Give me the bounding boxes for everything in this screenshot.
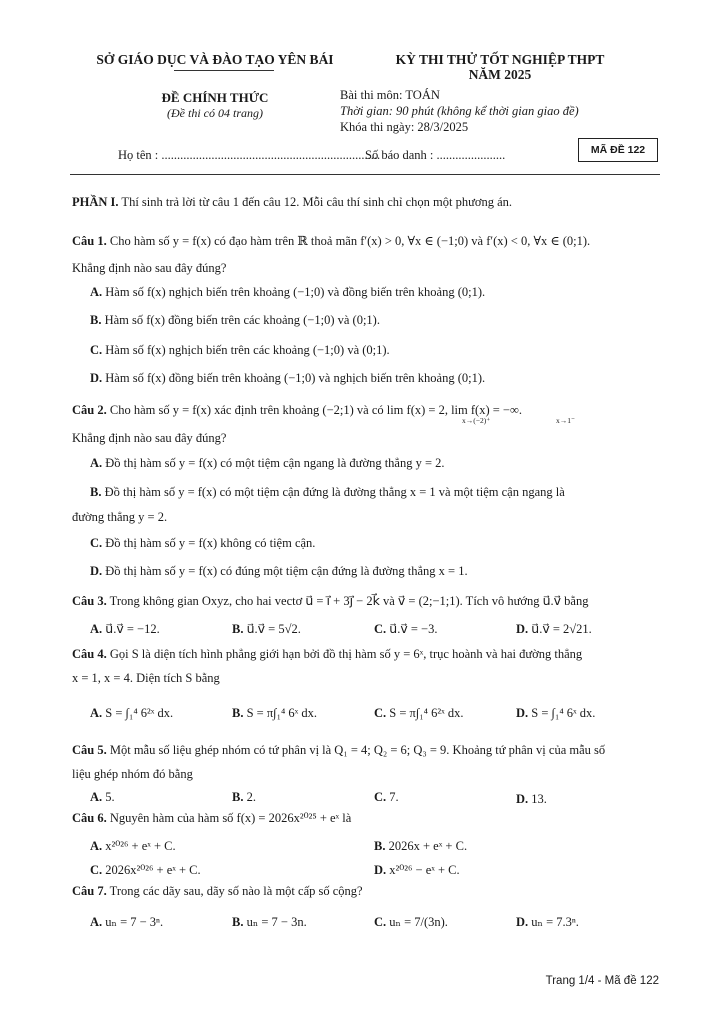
question-5-stem-line2: liệu ghép nhóm đó bằng <box>72 767 193 781</box>
underline-rule <box>174 70 274 71</box>
question-6-option-a: A. x²⁰²⁶ + eˣ + C. <box>90 839 176 853</box>
question-1-option-a: A. Hàm số f(x) nghịch biến trên khoảng (−1;0) và đồng biến trên khoảng (0;1). <box>90 285 486 299</box>
part-1-heading: PHẦN I. Thí sinh trả lời từ câu 1 đến câu 12. Mỗi câu thí sinh chỉ chọn một phương án. <box>72 195 513 209</box>
question-3-option-a: A. u⃗.v⃗ = −12. <box>90 622 160 636</box>
name-field: Họ tên : ...................................................................... <box>118 148 381 162</box>
exam-title: KỲ THI THỬ TỐT NGHIỆP THPT <box>395 52 605 67</box>
question-4-option-d: D. S = ∫₁⁴ 6ˣ dx. <box>516 706 596 720</box>
question-4-option-b: B. S = π∫₁⁴ 6ˣ dx. <box>232 706 318 720</box>
question-4-option-a: A. S = ∫₁⁴ 6²ˣ dx. <box>90 706 174 720</box>
question-2-stem: Câu 2. Cho hàm số y = f(x) xác định trên khoảng (−2;1) và có lim f(x) = 2, lim f(x) = −∞. <box>72 403 522 417</box>
question-7-option-c: C. uₙ = 7/(3n). <box>374 915 448 929</box>
question-3-option-c: C. u⃗.v⃗ = −3. <box>374 622 438 636</box>
page-count-note: (Đề thi có 04 trang) <box>167 106 263 120</box>
question-6-option-b: B. 2026x + eˣ + C. <box>374 839 468 853</box>
page-footer: Trang 1/4 - Mã đề 122 <box>545 975 659 987</box>
question-3-option-b: B. u⃗.v⃗ = 5√2. <box>232 622 301 636</box>
question-6-option-d: D. x²⁰²⁶ − eˣ + C. <box>374 863 460 877</box>
question-2-option-c: C. Đồ thị hàm số y = f(x) không có tiệm cận. <box>90 536 316 550</box>
exam-subject: Bài thi môn: TOÁN <box>340 88 440 102</box>
question-5-option-a: A. 5. <box>90 790 115 804</box>
question-3-option-d: D. u⃗.v⃗ = 2√21. <box>516 622 592 636</box>
candidate-id-field: Số báo danh : ...................... <box>365 148 506 162</box>
limit-1-subscript: x→(−2)⁺ <box>462 416 491 425</box>
question-6-option-c: C. 2026x²⁰²⁶ + eˣ + C. <box>90 863 201 877</box>
question-4-stem-line2: x = 1, x = 4. Diện tích S bằng <box>72 671 220 685</box>
question-7-stem: Câu 7. Trong các dãy sau, dãy số nào là một cấp số cộng? <box>72 884 363 898</box>
question-5-option-d: D. 13. <box>516 792 547 806</box>
official-label: ĐỀ CHÍNH THỨC <box>161 90 269 105</box>
question-5-option-b: B. 2. <box>232 790 256 804</box>
question-6-stem: Câu 6. Nguyên hàm của hàm số f(x) = 2026x²⁰²⁵ + eˣ là <box>72 811 352 825</box>
question-5-stem-line1: Câu 5. Một mẫu số liệu ghép nhóm có tứ phân vị là Q₁ = 4; Q₂ = 6; Q₃ = 9. Khoảng tứ phân vị của mẫu số <box>72 743 606 757</box>
question-2-option-b-line2: đường thẳng y = 2. <box>72 510 168 524</box>
exam-date: Khóa thi ngày: 28/3/2025 <box>340 120 469 134</box>
question-7-option-d: D. uₙ = 7.3ⁿ. <box>516 915 579 929</box>
header-divider <box>70 174 660 175</box>
question-3-stem: Câu 3. Trong không gian Oxyz, cho hai vectơ u⃗ = i⃗ + 3j⃗ − 2k⃗ và v⃗ = (2;−1;1). Tích vô hướng u⃗.v⃗ bằng <box>72 594 589 608</box>
header-left <box>80 52 350 121</box>
header-right <box>340 52 660 135</box>
question-1-option-b: B. Hàm số f(x) đồng biến trên các khoảng (−1;0) và (0;1). <box>90 313 380 327</box>
question-2-option-b-line1: B. Đồ thị hàm số y = f(x) có một tiệm cận đứng là đường thẳng x = 1 và một tiệm cận ngang là <box>90 485 565 499</box>
question-5-option-c: C. 7. <box>374 790 399 804</box>
exam-code-box: MÃ ĐỀ 122 <box>578 138 658 162</box>
question-1-option-c: C. Hàm số f(x) nghịch biến trên các khoảng (−1;0) và (0;1). <box>90 343 390 357</box>
question-1-option-d: D. Hàm số f(x) đồng biến trên khoảng (−1;0) và nghịch biến trên khoảng (0;1). <box>90 371 486 385</box>
question-4-stem-line1: Câu 4. Gọi S là diện tích hình phẳng giới hạn bởi đồ thị hàm số y = 6ˣ, trục hoành và hai đường thẳng <box>72 647 583 661</box>
question-7-option-a: A. uₙ = 7 − 3ⁿ. <box>90 915 164 929</box>
question-1-ask: Khẳng định nào sau đây đúng? <box>72 261 227 275</box>
question-1-stem: Câu 1. Cho hàm số y = f(x) có đạo hàm trên ℝ thoả mãn f′(x) > 0, ∀x ∈ (−1;0) và f′(x) < 0, ∀x ∈ (0;1). <box>72 234 591 248</box>
question-2-option-a: A. Đồ thị hàm số y = f(x) có một tiệm cận ngang là đường thẳng y = 2. <box>90 456 445 470</box>
limit-2-subscript: x→1⁻ <box>556 416 575 425</box>
department-name: SỞ GIÁO DỤC VÀ ĐÀO TẠO YÊN BÁI <box>96 52 334 67</box>
question-7-option-b: B. uₙ = 7 − 3n. <box>232 915 307 929</box>
exam-year: NĂM 2025 <box>468 67 532 82</box>
question-2-ask: Khẳng định nào sau đây đúng? <box>72 431 227 445</box>
question-4-option-c: C. S = π∫₁⁴ 6²ˣ dx. <box>374 706 464 720</box>
exam-time: Thời gian: 90 phút (không kể thời gian giao đề) <box>340 104 579 118</box>
question-2-option-d: D. Đồ thị hàm số y = f(x) có đúng một tiệm cận đứng là đường thẳng x = 1. <box>90 564 468 578</box>
